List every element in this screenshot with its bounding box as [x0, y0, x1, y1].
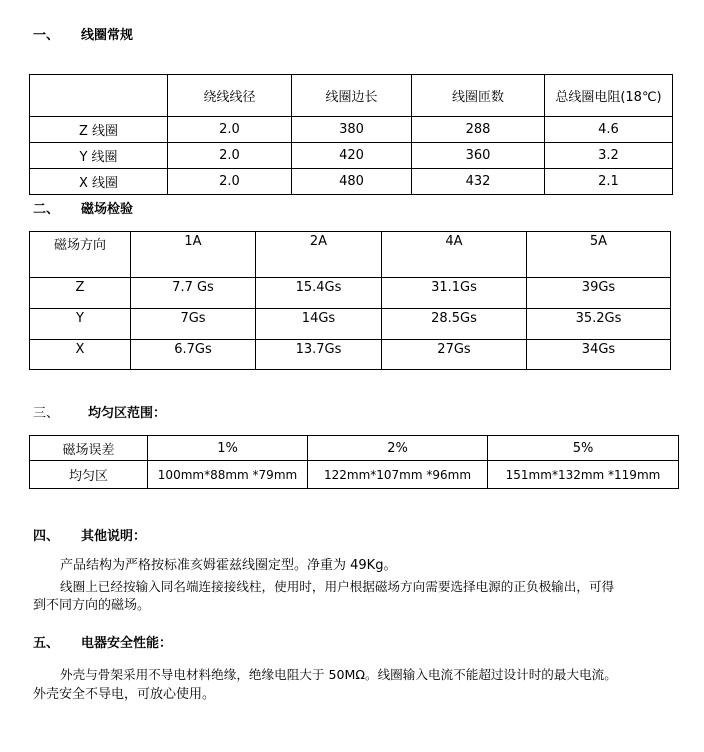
table-header-cell [30, 75, 168, 117]
table-cell: Z 线圈 [30, 117, 168, 143]
table-cell: 420 [292, 143, 412, 169]
table-header-cell: 线圈边长 [292, 75, 412, 117]
table-header-row [30, 436, 679, 461]
section4-paragraph-1: 产品结构为严格按标准亥姆霍兹线圈定型。净重为 49Kg。 [60, 558, 397, 573]
table-cell: 360 [412, 143, 545, 169]
section2-number: 二、 [33, 202, 60, 217]
table-cell: 4.6 [545, 117, 673, 143]
section2-heading [33, 198, 133, 217]
table-cell: 288 [412, 117, 545, 143]
table-header-cell: 线圈匝数 [412, 75, 545, 117]
table-cell: 380 [292, 117, 412, 143]
table-cell: 7.7 Gs [131, 278, 256, 309]
section3-number: 三、 [33, 406, 60, 421]
table-cell: 35.2Gs [527, 309, 671, 340]
table-header-cell: 总线圈电阻(18℃) [545, 75, 673, 117]
table-cell: Y [30, 309, 131, 340]
table-row [30, 169, 673, 195]
section5-heading [33, 632, 172, 651]
section5-number: 五、 [33, 636, 60, 651]
table-cell: 2.0 [168, 117, 292, 143]
table-cell: 6.7Gs [131, 340, 256, 370]
table-cell: 28.5Gs [382, 309, 527, 340]
section3-title: 均匀区范围： [88, 406, 167, 421]
table-cell: 15.4Gs [256, 278, 382, 309]
section5-paragraph-1: 外壳与骨架采用不导电材料绝缘，绝缘电阻大于 50MΩ。线圈输入电流不能超过设计时的最大电流。 [60, 667, 617, 682]
section1-number: 一、 [33, 28, 60, 43]
table-cell: 14Gs [256, 309, 382, 340]
section4-number: 四、 [33, 529, 60, 544]
table-header-cell: 磁场方向 [30, 232, 131, 278]
section5-title: 电器安全性能： [81, 636, 173, 651]
table-header-cell: 5% [488, 436, 679, 461]
table-cell: 2.1 [545, 169, 673, 195]
section4-paragraph-3: 到不同方向的磁场。 [33, 598, 151, 613]
table-row [30, 340, 671, 370]
table-row [30, 278, 671, 309]
section5-paragraph-2: 外壳安全不导电，可放心使用。 [33, 687, 216, 702]
section1-heading [33, 24, 133, 43]
section2-title: 磁场检验 [81, 202, 134, 217]
table-header-cell: 2A [256, 232, 382, 278]
table-cell: X [30, 340, 131, 370]
uniform-region-table [29, 435, 679, 489]
section3-heading [33, 402, 166, 421]
table-cell: Z [30, 278, 131, 309]
table-header-cell: 绕线线径 [168, 75, 292, 117]
table-cell: X 线圈 [30, 169, 168, 195]
table-cell: 13.7Gs [256, 340, 382, 370]
table-cell: Y 线圈 [30, 143, 168, 169]
table-row [30, 309, 671, 340]
table-header-cell: 磁场误差 [30, 436, 148, 461]
table-row [30, 117, 673, 143]
section1-title: 线圈常规 [81, 28, 134, 43]
table-header-cell: 2% [308, 436, 488, 461]
magnetic-field-table [29, 231, 671, 370]
table-row [30, 143, 673, 169]
table-header-row [30, 75, 673, 117]
table-header-row [30, 232, 671, 278]
table-header-cell: 1% [148, 436, 308, 461]
table-cell: 34Gs [527, 340, 671, 370]
table-header-cell: 1A [131, 232, 256, 278]
table-header-cell: 4A [382, 232, 527, 278]
table-cell: 2.0 [168, 169, 292, 195]
table-cell: 39Gs [527, 278, 671, 309]
section4-heading [33, 525, 146, 544]
table-cell: 100mm*88mm *79mm [148, 461, 308, 489]
section4-title: 其他说明： [81, 529, 147, 544]
table-cell: 122mm*107mm *96mm [308, 461, 488, 489]
table-cell: 432 [412, 169, 545, 195]
table-header-cell: 5A [527, 232, 671, 278]
table-cell: 151mm*132mm *119mm [488, 461, 679, 489]
coil-spec-table [29, 74, 673, 195]
table-cell: 7Gs [131, 309, 256, 340]
table-row [30, 461, 679, 489]
section4-paragraph-2: 线圈上已经按输入同名端连接接线柱，使用时，用户根据磁场方向需要选择电源的正负极输出，可得 [60, 579, 615, 594]
table-cell: 31.1Gs [382, 278, 527, 309]
table-cell: 3.2 [545, 143, 673, 169]
table-cell: 27Gs [382, 340, 527, 370]
table-cell: 480 [292, 169, 412, 195]
table-cell: 2.0 [168, 143, 292, 169]
table-cell: 均匀区 [30, 461, 148, 489]
